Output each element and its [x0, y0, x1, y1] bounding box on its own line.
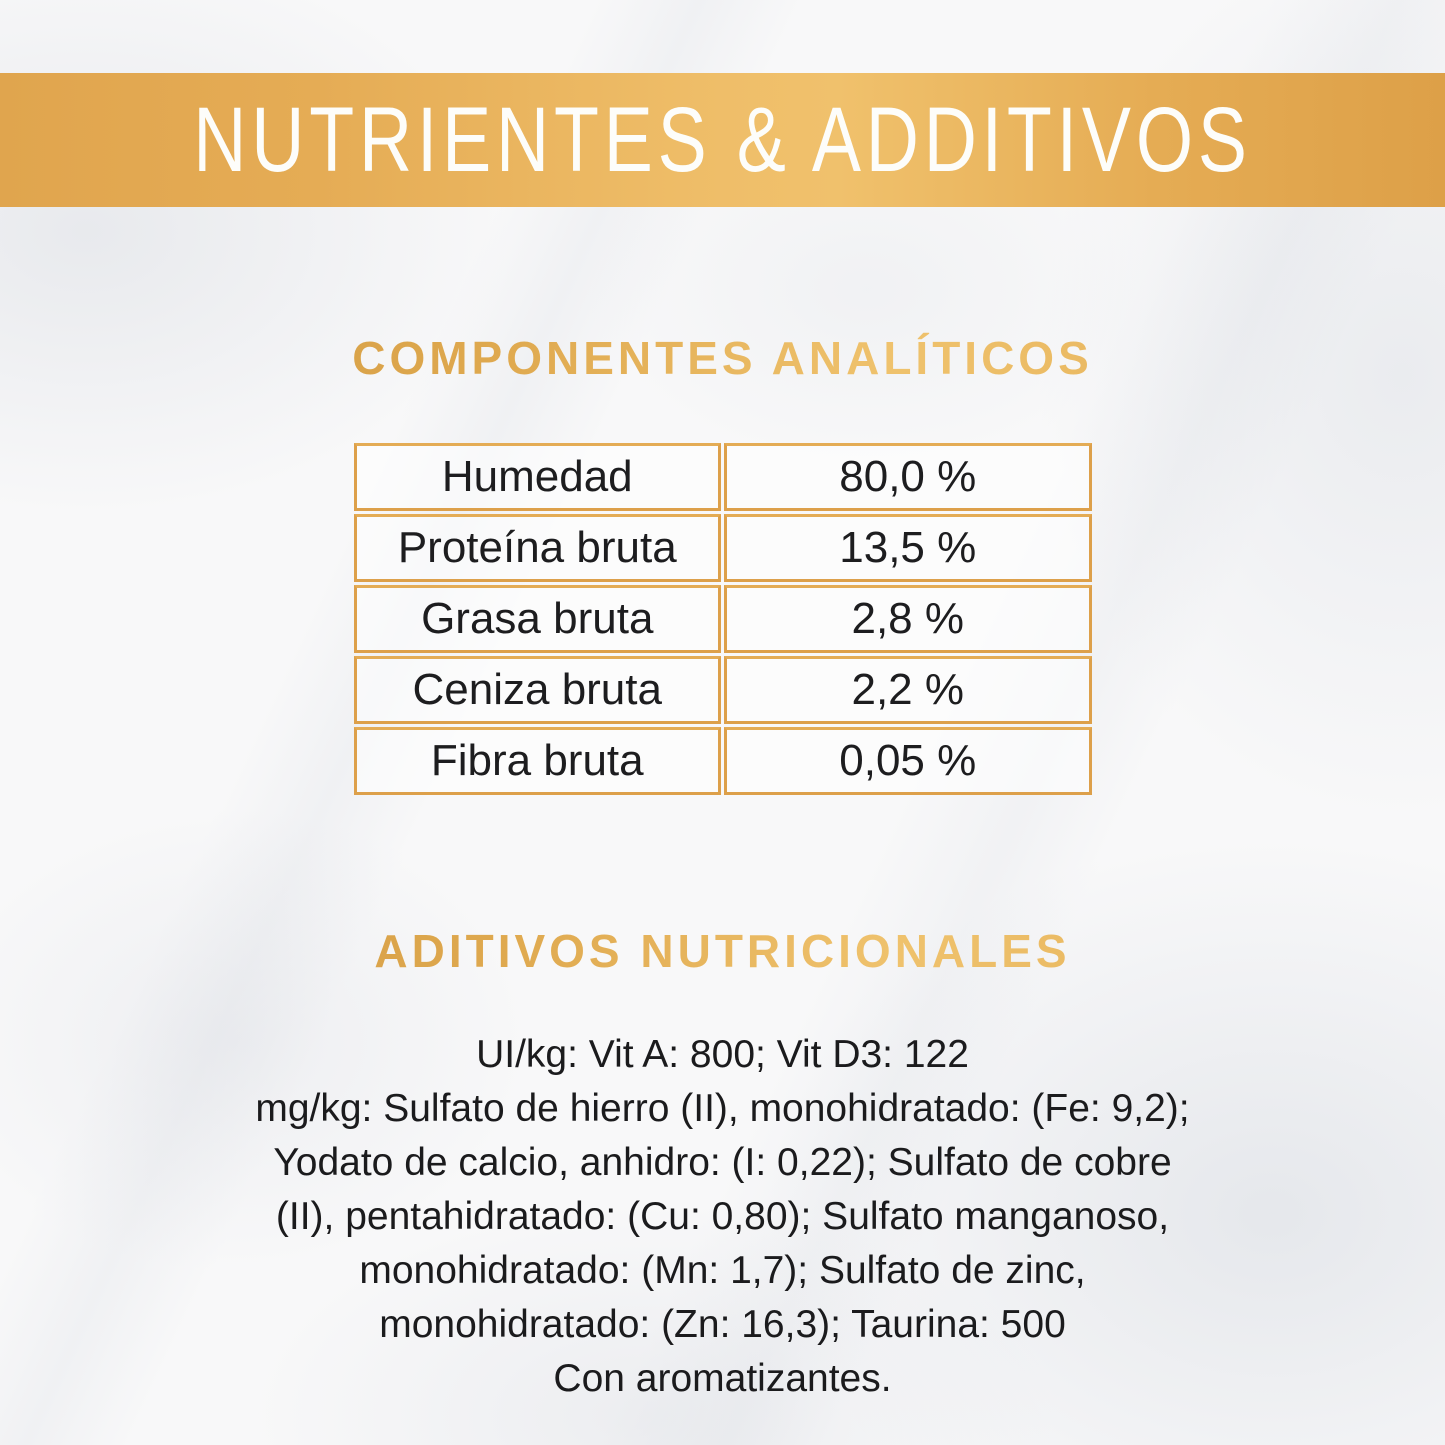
nutrient-label: Ceniza bruta — [354, 656, 722, 724]
section-heading-analytical-components: COMPONENTES ANALÍTICOS — [0, 0, 1445, 383]
banner-title: NUTRIENTES & ADDITIVOS — [193, 89, 1252, 191]
analytical-components-table — [354, 443, 1092, 795]
additives-line: monohidratado: (Mn: 1,7); Sulfato de zinc, — [359, 1249, 1086, 1292]
additives-line: monohidratado: (Zn: 16,3); Taurina: 500 — [379, 1303, 1066, 1346]
additives-line: UI/kg: Vit A: 800; Vit D3: 122 — [476, 1033, 969, 1076]
nutrient-value: 2,2 % — [724, 656, 1092, 724]
nutrient-value: 2,8 % — [724, 585, 1092, 653]
additives-paragraph — [0, 1028, 1445, 1406]
additives-line: mg/kg: Sulfato de hierro (II), monohidratado: (Fe: 9,2); — [255, 1087, 1190, 1130]
additives-line: Yodato de calcio, anhidro: (I: 0,22); Sulfato de cobre — [273, 1141, 1172, 1184]
table-row — [354, 514, 1092, 582]
banner — [0, 73, 1445, 207]
additives-line: (II), pentahidratado: (Cu: 0,80); Sulfato manganoso, — [275, 1195, 1170, 1238]
nutrient-label: Fibra bruta — [354, 727, 722, 795]
nutrient-label: Grasa bruta — [354, 585, 722, 653]
nutrient-value: 13,5 % — [724, 514, 1092, 582]
additives-line: Con aromatizantes. — [553, 1357, 892, 1400]
nutrient-label: Humedad — [354, 443, 722, 511]
table-row — [354, 585, 1092, 653]
nutrient-value: 0,05 % — [724, 727, 1092, 795]
nutrient-value: 80,0 % — [724, 443, 1092, 511]
table-row — [354, 443, 1092, 511]
table-row — [354, 727, 1092, 795]
nutrient-label: Proteína bruta — [354, 514, 722, 582]
section-heading-nutritional-additives: ADITIVOS NUTRICIONALES — [0, 926, 1445, 976]
table-row — [354, 656, 1092, 724]
